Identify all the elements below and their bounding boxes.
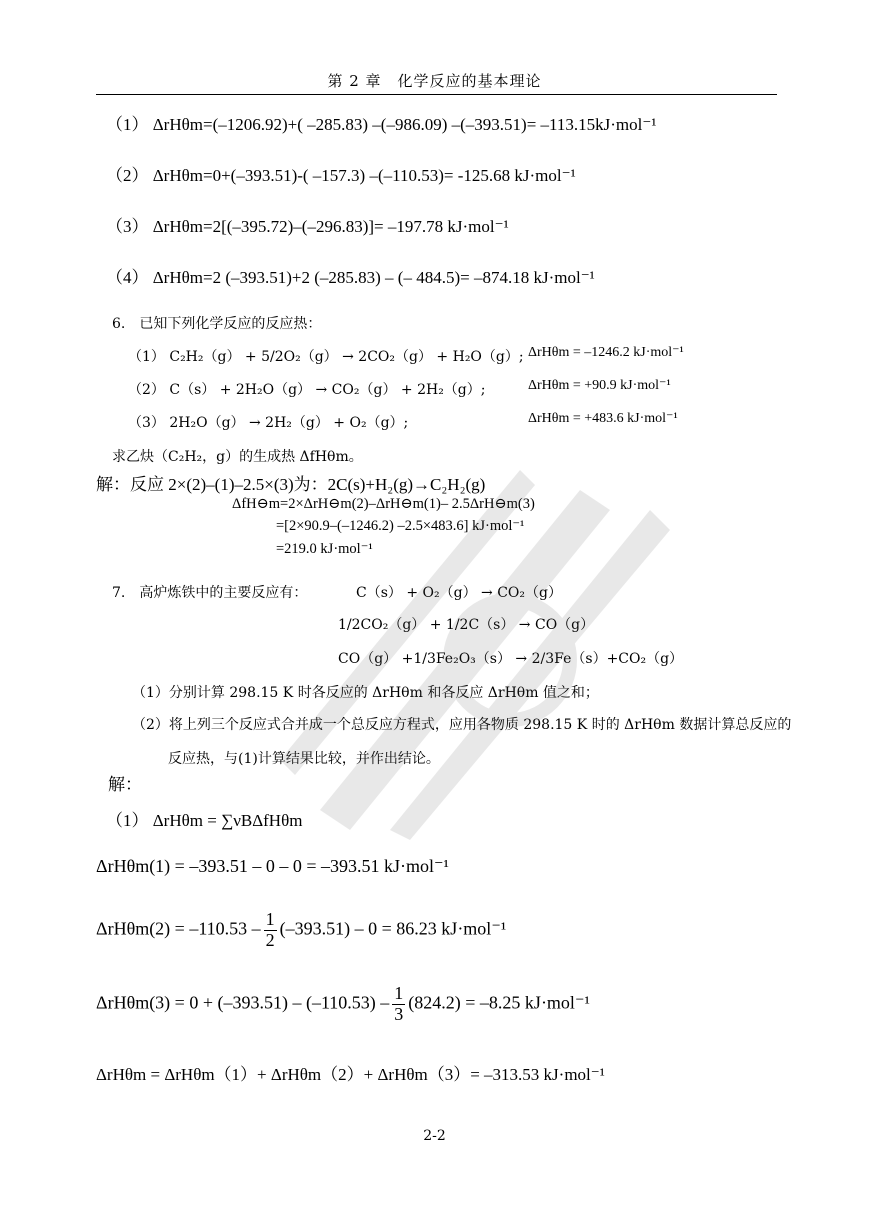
- q6-solution-2: ΔfH⊖m=2×ΔrH⊖m(2)–ΔrH⊖m(1)– 2.5ΔrH⊖m(3): [232, 496, 535, 512]
- fraction-numerator: 1: [394, 983, 404, 1003]
- q7-equation-3: CO（g） +1/3Fe₂O₃（s） → 2/3Fe（s）+CO₂（g）: [338, 651, 684, 667]
- q7-part-2: （2）将上列三个反应式合并成一个总反应方程式，应用各物质 298.15 K 时的 ΔrHθm 数据计算总反应的: [132, 717, 792, 733]
- q6-equation-2: （2） C（s） + 2H₂O（g） → CO₂（g） + 2H₂（g）;: [128, 382, 486, 398]
- chapter-header: 第 2 章 化学反应的基本理论: [327, 72, 542, 90]
- q6-enthalpy-2: ΔrHθm = +90.9 kJ·mol⁻¹: [528, 378, 671, 393]
- q6-ask: 求乙炔（C₂H₂，g）的生成热 ΔfHθm。: [112, 449, 363, 465]
- q6-enthalpy-3: ΔrHθm = +483.6 kJ·mol⁻¹: [528, 411, 678, 426]
- fraction-numerator: 1: [265, 909, 275, 929]
- q7-calc-3: [96, 984, 590, 1025]
- header-rule: [96, 94, 777, 95]
- q7-solution-label: 解：: [108, 775, 142, 795]
- q7-equation-2: 1/2CO₂（g） + 1/2C（s） → CO（g）: [338, 617, 595, 633]
- q7-calc-2-right: (–393.51) – 0 = 86.23 kJ·mol⁻¹: [279, 918, 507, 939]
- fraction-denominator: 2: [265, 929, 275, 950]
- result-line-2: （2） ΔrHθm=0+(–393.51)-( –157.3) –(–110.53)= -125.68 kJ·mol⁻¹: [106, 166, 576, 185]
- q6-equation-1: （1） C₂H₂（g） + 5/2O₂（g） → 2CO₂（g） + H₂O（g）;: [128, 349, 524, 365]
- question-7-title: 7. 高炉炼铁中的主要反应有：: [112, 585, 308, 601]
- result-line-1: （1） ΔrHθm=(–1206.92)+( –285.83) –(–986.09) –(–393.51)= –113.15kJ·mol⁻¹: [106, 115, 657, 134]
- q7-equation-1: C（s） + O₂（g） → CO₂（g）: [356, 585, 562, 601]
- q7-calc-1: ΔrHθm(1) = –393.51 – 0 – 0 = –393.51 kJ·mol⁻¹: [96, 856, 449, 876]
- q7-calc-2: [96, 910, 506, 951]
- result-line-3: （3） ΔrHθm=2[(–395.72)–(–296.83)]= –197.78 kJ·mol⁻¹: [106, 217, 509, 236]
- q7-calc-2-fraction: [264, 910, 277, 951]
- q7-calc-total: ΔrHθm = ΔrHθm（1）+ ΔrHθm（2）+ ΔrHθm（3）= –313.53 kJ·mol⁻¹: [96, 1065, 605, 1084]
- q6-equation-3: （3） 2H₂O（g） → 2H₂（g） + O₂（g）;: [128, 415, 409, 431]
- page-number: 2-2: [423, 1128, 446, 1144]
- result-line-4: （4） ΔrHθm=2 (–393.51)+2 (–285.83) – (– 484.5)= –874.18 kJ·mol⁻¹: [106, 268, 595, 287]
- q6-solution-3: =[2×90.9–(–1246.2) –2.5×483.6] kJ·mol⁻¹: [276, 518, 525, 534]
- q7-calc-3-fraction: [392, 984, 405, 1025]
- q7-part-1: （1）分别计算 298.15 K 时各反应的 ΔrHθm 和各反应 ΔrHθm 值之和；: [132, 685, 599, 701]
- q7-part-2-continued: 反应热，与(1)计算结果比较，并作出结论。: [168, 751, 440, 767]
- q6-enthalpy-1: ΔrHθm = –1246.2 kJ·mol⁻¹: [528, 345, 684, 360]
- q7-formula: （1） ΔrHθm = ∑νBΔfHθm: [106, 811, 303, 830]
- q7-calc-3-left: ΔrHθm(3) = 0 + (–393.51) – (–110.53) –: [96, 992, 390, 1013]
- q7-calc-2-left: ΔrHθm(2) = –110.53 –: [96, 918, 261, 939]
- question-6-title: 6. 已知下列化学反应的反应热：: [112, 316, 322, 332]
- q6-solution-1: 解：反应 2×(2)–(1)–2.5×(3)为：2C(s)+H₂(g)→C₂H₂(g): [96, 475, 486, 494]
- q7-calc-3-right: (824.2) = –8.25 kJ·mol⁻¹: [408, 992, 590, 1013]
- q6-solution-4: =219.0 kJ·mol⁻¹: [276, 541, 373, 557]
- fraction-denominator: 3: [394, 1003, 404, 1024]
